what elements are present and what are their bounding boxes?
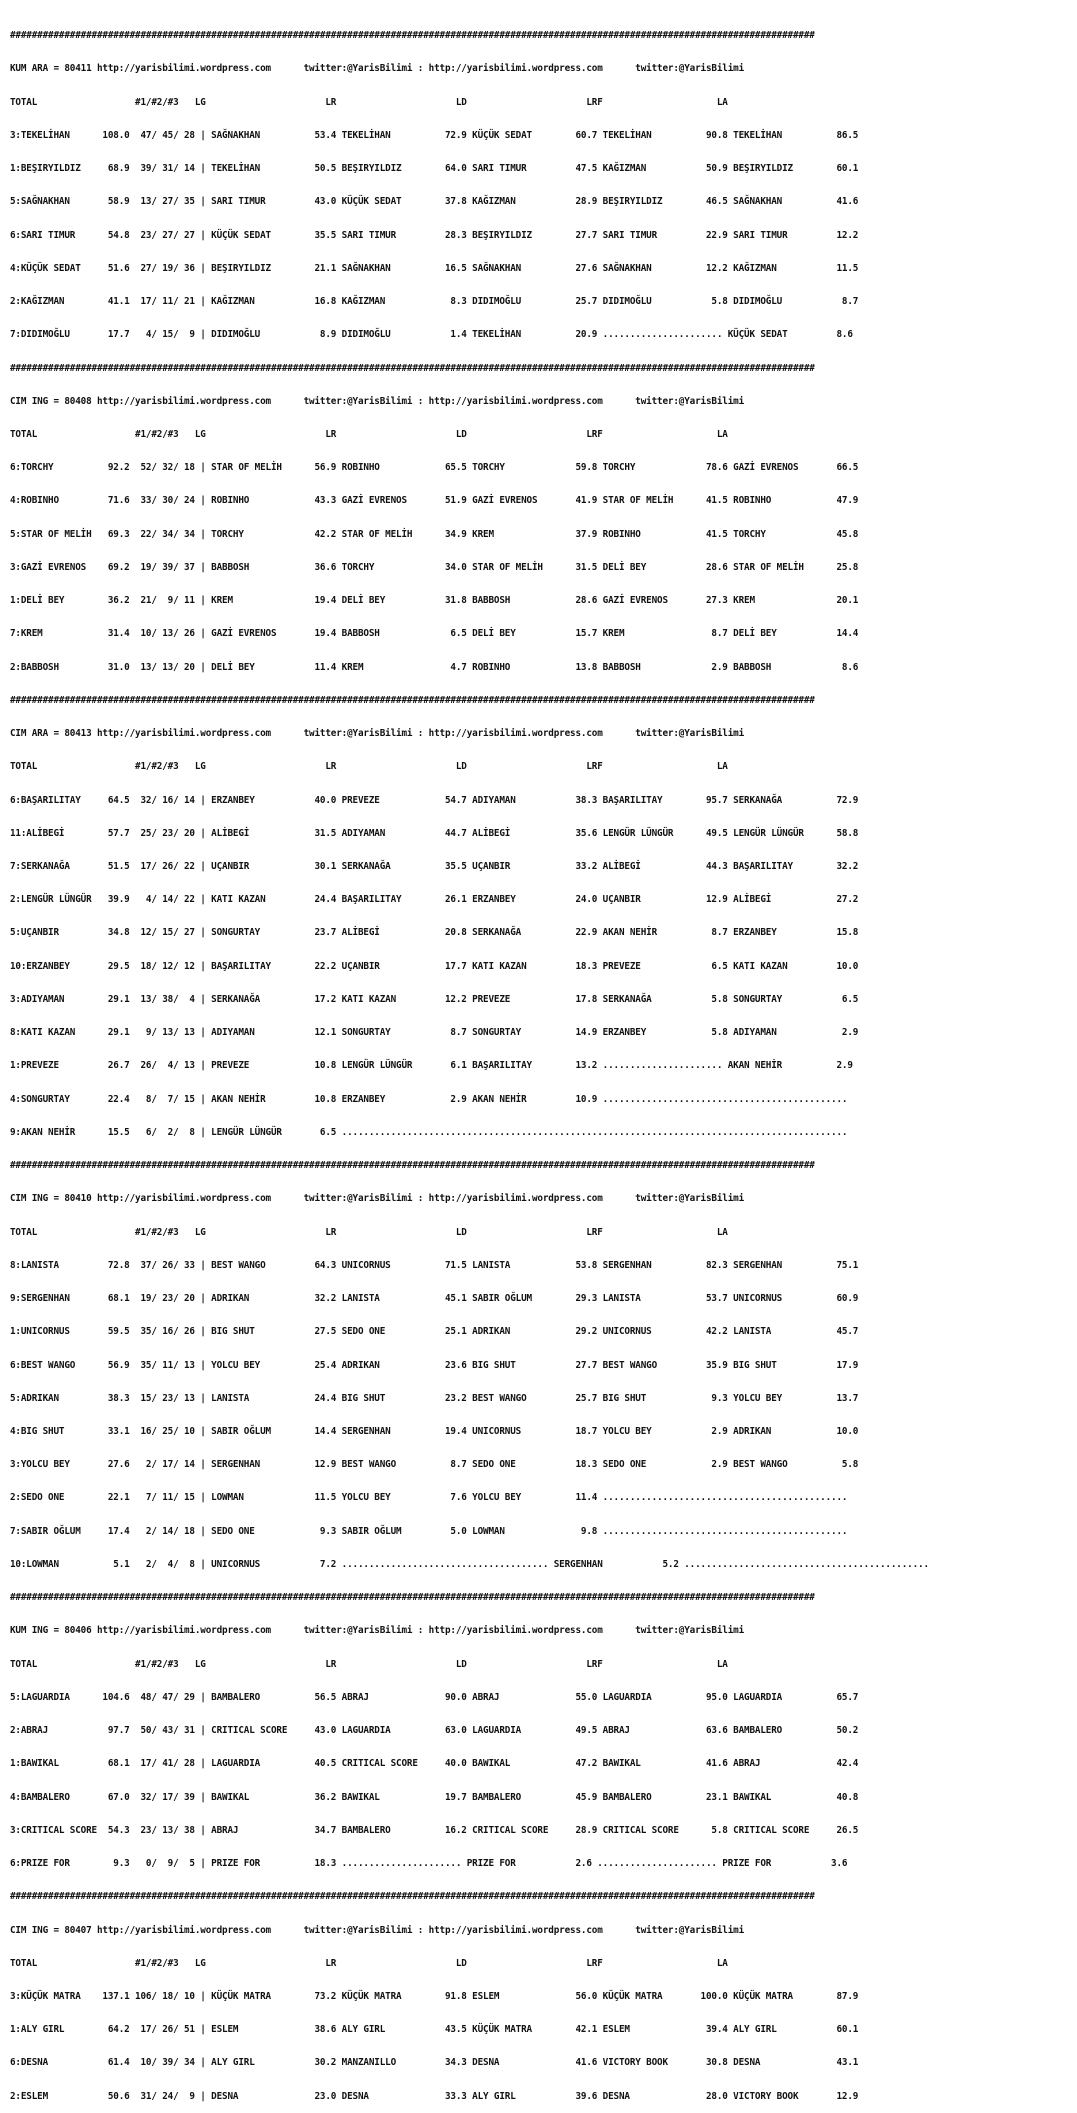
table-row: 2:ESLEM 50.6 31/ 24/ 9 | DESNA 23.0 DESNA 33.3 ALY GIRL 39.6 DESNA 28.0 VICTORY BOOK 12.9 <box>10 2090 859 2102</box>
table-row: 4:BAMBALERO 67.0 32/ 17/ 39 | BAWIKAL 36.2 BAWIKAL 19.7 BAMBALERO 45.9 BAMBALERO 23.1 BAWIKAL 40.8 <box>10 1791 859 1803</box>
table-row: 3:KÜÇÜK MATRA 137.1 106/ 18/ 10 | KÜÇÜK MATRA 73.2 KÜÇÜK MATRA 91.8 ESLEM 56.0 KÜÇÜK MATRA 100.0 KÜÇÜK MATRA 87.9 <box>10 1990 859 2002</box>
race-header: KUM ING = 80406 http://yarisbilimi.wordpress.com twitter:@YarisBilimi : http://yarisbilimi.wordpress.com twitter:@YarisBilimi <box>10 1625 745 1637</box>
table-row: 1:BEŞIRYILDIZ 68.9 39/ 31/ 14 | TEKELİHAN 50.5 BEŞIRYILDIZ 64.0 SARI TIMUR 47.5 KAĞIZMAN 50.9 BEŞIRYILDIZ 60.1 <box>10 163 859 175</box>
table-row: 7:KREM 31.4 10/ 13/ 26 | GAZİ EVRENOS 19.4 BABBOSH 6.5 DELİ BEY 15.7 KREM 8.7 DELİ BEY 14.4 <box>10 628 859 640</box>
table-row: 7:SERKANAĞA 51.5 17/ 26/ 22 | UÇANBIR 30.1 SERKANAĞA 35.5 UÇANBIR 33.2 ALİBEGİ 44.3 BAŞARILITAY 32.2 <box>10 861 859 873</box>
separator-line: #################################################################################################################################################### <box>10 1592 815 1604</box>
race-header: KUM ARA = 80411 http://yarisbilimi.wordpress.com twitter:@YarisBilimi : http://yarisbilimi.wordpress.com twitter:@YarisBilimi <box>10 63 745 75</box>
race-header: CIM ING = 80410 http://yarisbilimi.wordpress.com twitter:@YarisBilimi : http://yarisbilimi.wordpress.com twitter:@YarisBilimi <box>10 1193 745 1205</box>
separator-line: #################################################################################################################################################### <box>10 362 815 374</box>
table-row: 3:TEKELİHAN 108.0 47/ 45/ 28 | SAĞNAKHAN 53.4 TEKELİHAN 72.9 KÜÇÜK SEDAT 60.7 TEKELİHAN 90.8 TEKELİHAN 86.5 <box>10 129 859 141</box>
table-row: 3:ADIYAMAN 29.1 13/ 38/ 4 | SERKANAĞA 17.2 KATI KAZAN 12.2 PREVEZE 17.8 SERKANAĞA 5.8 SONGURTAY 6.5 <box>10 993 859 1005</box>
table-row: 5:UÇANBIR 34.8 12/ 15/ 27 | SONGURTAY 23.7 ALİBEGİ 20.8 SERKANAĞA 22.9 AKAN NEHİR 8.7 ERZANBEY 15.8 <box>10 927 859 939</box>
column-header: TOTAL #1/#2/#3 LG LR LD LRF LA <box>10 1658 728 1670</box>
table-row: 1:DELİ BEY 36.2 21/ 9/ 11 | KREM 19.4 DELİ BEY 31.8 BABBOSH 28.6 GAZİ EVRENOS 27.3 KREM 20.1 <box>10 595 859 607</box>
table-row: 3:YOLCU BEY 27.6 2/ 17/ 14 | SERGENHAN 12.9 BEST WANGO 8.7 SEDO ONE 18.3 SEDO ONE 2.9 BEST WANGO 5.8 <box>10 1459 859 1471</box>
table-row: 5:STAR OF MELİH 69.3 22/ 34/ 34 | TORCHY 42.2 STAR OF MELİH 34.9 KREM 37.9 ROBINHO 41.5 TORCHY 45.8 <box>10 528 859 540</box>
table-row: 6:DESNA 61.4 10/ 39/ 34 | ALY GIRL 30.2 MANZANILLO 34.3 DESNA 41.6 VICTORY BOOK 30.8 DESNA 43.1 <box>10 2057 859 2069</box>
table-row: 8:LANISTA 72.8 37/ 26/ 33 | BEST WANGO 64.3 UNICORNUS 71.5 LANISTA 53.8 SERGENHAN 82.3 SERGENHAN 75.1 <box>10 1259 859 1271</box>
table-row: 2:BABBOSH 31.0 13/ 13/ 20 | DELİ BEY 11.4 KREM 4.7 ROBINHO 13.8 BABBOSH 2.9 BABBOSH 8.6 <box>10 661 859 673</box>
table-row: 6:BAŞARILITAY 64.5 32/ 16/ 14 | ERZANBEY 40.0 PREVEZE 54.7 ADIYAMAN 38.3 BAŞARILITAY 95.7 SERKANAĞA 72.9 <box>10 794 859 806</box>
table-row: 2:ABRAJ 97.7 50/ 43/ 31 | CRITICAL SCORE 43.0 LAGUARDIA 63.0 LAGUARDIA 49.5 ABRAJ 63.6 BAMBALERO 50.2 <box>10 1725 859 1737</box>
table-row: 1:BAWIKAL 68.1 17/ 41/ 28 | LAGUARDIA 40.5 CRITICAL SCORE 40.0 BAWIKAL 47.2 BAWIKAL 41.6 ABRAJ 42.4 <box>10 1758 859 1770</box>
race-header: CIM ING = 80407 http://yarisbilimi.wordpress.com twitter:@YarisBilimi : http://yarisbilimi.wordpress.com twitter:@YarisBilimi <box>10 1924 745 1936</box>
column-header: TOTAL #1/#2/#3 LG LR LD LRF LA <box>10 761 728 773</box>
separator-line: #################################################################################################################################################### <box>10 1891 815 1903</box>
table-row: 5:LAGUARDIA 104.6 48/ 47/ 29 | BAMBALERO 56.5 ABRAJ 90.0 ABRAJ 55.0 LAGUARDIA 95.0 LAGUARDIA 65.7 <box>10 1691 859 1703</box>
table-row: 6:PRIZE FOR 9.3 0/ 9/ 5 | PRIZE FOR 18.3 ...................... PRIZE FOR 2.6 ...................... PRIZE FOR 3.6 <box>10 1858 848 1870</box>
table-row: 4:SONGURTAY 22.4 8/ 7/ 15 | AKAN NEHİR 10.8 ERZANBEY 2.9 AKAN NEHİR 10.9 ............................................. <box>10 1093 848 1105</box>
separator-line: #################################################################################################################################################### <box>10 1160 815 1172</box>
table-row: 6:TORCHY 92.2 52/ 32/ 18 | STAR OF MELİH 56.9 ROBINHO 65.5 TORCHY 59.8 TORCHY 78.6 GAZİ EVRENOS 66.5 <box>10 462 859 474</box>
table-row: 7:DIDIMOĞLU 17.7 4/ 15/ 9 | DIDIMOĞLU 8.9 DIDIMOĞLU 1.4 TEKELİHAN 20.9 ...................... KÜÇÜK SEDAT 8.6 <box>10 329 853 341</box>
table-row: 7:SABIR OĞLUM 17.4 2/ 14/ 18 | SEDO ONE 9.3 SABIR OĞLUM 5.0 LOWMAN 9.8 ............................................. <box>10 1525 848 1537</box>
race-header: CIM ING = 80408 http://yarisbilimi.wordpress.com twitter:@YarisBilimi : http://yarisbilimi.wordpress.com twitter:@YarisBilimi <box>10 395 745 407</box>
table-row: 9:AKAN NEHİR 15.5 6/ 2/ 8 | LENGÜR LÜNGÜR 6.5 ............................................................................................. <box>10 1126 848 1138</box>
table-row: 5:ADRIKAN 38.3 15/ 23/ 13 | LANISTA 24.4 BIG SHUT 23.2 BEST WANGO 25.7 BIG SHUT 9.3 YOLCU BEY 13.7 <box>10 1392 859 1404</box>
table-row: 4:ROBINHO 71.6 33/ 30/ 24 | ROBINHO 43.3 GAZİ EVRENOS 51.9 GAZİ EVRENOS 41.9 STAR OF MELİH 41.5 ROBINHO 47.9 <box>10 495 859 507</box>
table-row: 6:BEST WANGO 56.9 35/ 11/ 13 | YOLCU BEY 25.4 ADRIKAN 23.6 BIG SHUT 27.7 BEST WANGO 35.9 BIG SHUT 17.9 <box>10 1359 859 1371</box>
table-row: 2:SEDO ONE 22.1 7/ 11/ 15 | LOWMAN 11.5 YOLCU BEY 7.6 YOLCU BEY 11.4 ............................................. <box>10 1492 848 1504</box>
table-row: 2:LENGÜR LÜNGÜR 39.9 4/ 14/ 22 | KATI KAZAN 24.4 BAŞARILITAY 26.1 ERZANBEY 24.0 UÇANBIR 12.9 ALİBEGİ 27.2 <box>10 894 859 906</box>
table-row: 9:SERGENHAN 68.1 19/ 23/ 20 | ADRIKAN 32.2 LANISTA 45.1 SABIR OĞLUM 29.3 LANISTA 53.7 UNICORNUS 60.9 <box>10 1293 859 1305</box>
column-header: TOTAL #1/#2/#3 LG LR LD LRF LA <box>10 96 728 108</box>
table-row: 1:ALY GIRL 64.2 17/ 26/ 51 | ESLEM 38.6 ALY GIRL 43.5 KÜÇÜK MATRA 42.1 ESLEM 39.4 ALY GIRL 60.1 <box>10 2024 859 2036</box>
column-header: TOTAL #1/#2/#3 LG LR LD LRF LA <box>10 428 728 440</box>
table-row: 10:LOWMAN 5.1 2/ 4/ 8 | UNICORNUS 7.2 ...................................... SERGENHAN 5.2 ............................................. <box>10 1558 929 1570</box>
table-row: 8:KATI KAZAN 29.1 9/ 13/ 13 | ADIYAMAN 12.1 SONGURTAY 8.7 SONGURTAY 14.9 ERZANBEY 5.8 ADIYAMAN 2.9 <box>10 1027 859 1039</box>
race-header: CIM ARA = 80413 http://yarisbilimi.wordpress.com twitter:@YarisBilimi : http://yarisbilimi.wordpress.com twitter:@YarisBilimi <box>10 728 745 740</box>
table-row: 5:SAĞNAKHAN 58.9 13/ 27/ 35 | SARI TIMUR 43.0 KÜÇÜK SEDAT 37.8 KAĞIZMAN 28.9 BEŞIRYILDIZ 46.5 SAĞNAKHAN 41.6 <box>10 196 859 208</box>
table-row: 4:KÜÇÜK SEDAT 51.6 27/ 19/ 36 | BEŞIRYILDIZ 21.1 SAĞNAKHAN 16.5 SAĞNAKHAN 27.6 SAĞNAKHAN 12.2 KAĞIZMAN 11.5 <box>10 262 859 274</box>
table-row: 10:ERZANBEY 29.5 18/ 12/ 12 | BAŞARILITAY 22.2 UÇANBIR 17.7 KATI KAZAN 18.3 PREVEZE 6.5 KATI KAZAN 10.0 <box>10 960 859 972</box>
table-row: 11:ALİBEGİ 57.7 25/ 23/ 20 | ALİBEGİ 31.5 ADIYAMAN 44.7 ALİBEGİ 35.6 LENGÜR LÜNGÜR 49.5 LENGÜR LÜNGÜR 58.8 <box>10 827 859 839</box>
race-stats-report <box>10 8 929 2113</box>
table-row: 3:GAZİ EVRENOS 69.2 19/ 39/ 37 | BABBOSH 36.6 TORCHY 34.0 STAR OF MELİH 31.5 DELİ BEY 28.6 STAR OF MELİH 25.8 <box>10 561 859 573</box>
table-row: 2:KAĞIZMAN 41.1 17/ 11/ 21 | KAĞIZMAN 16.8 KAĞIZMAN 8.3 DIDIMOĞLU 25.7 DIDIMOĞLU 5.8 DIDIMOĞLU 8.7 <box>10 296 859 308</box>
table-row: 4:BIG SHUT 33.1 16/ 25/ 10 | SABIR OĞLUM 14.4 SERGENHAN 19.4 UNICORNUS 18.7 YOLCU BEY 2.9 ADRIKAN 10.0 <box>10 1426 859 1437</box>
column-header: TOTAL #1/#2/#3 LG LR LD LRF LA <box>10 1957 728 1969</box>
separator-line: #################################################################################################################################################### <box>10 694 815 706</box>
table-row: 6:SARI TIMUR 54.8 23/ 27/ 27 | KÜÇÜK SEDAT 35.5 SARI TIMUR 28.3 BEŞIRYILDIZ 27.7 SARI TIMUR 22.9 SARI TIMUR 12.2 <box>10 229 859 241</box>
separator-line: #################################################################################################################################################### <box>10 30 815 42</box>
column-header: TOTAL #1/#2/#3 LG LR LD LRF LA <box>10 1226 728 1238</box>
table-row: 1:PREVEZE 26.7 26/ 4/ 13 | PREVEZE 10.8 LENGÜR LÜNGÜR 6.1 BAŞARILITAY 13.2 ...................... AKAN NEHİR 2.9 <box>10 1060 853 1072</box>
table-row: 1:UNICORNUS 59.5 35/ 16/ 26 | BIG SHUT 27.5 SEDO ONE 25.1 ADRIKAN 29.2 UNICORNUS 42.2 LANISTA 45.7 <box>10 1326 859 1338</box>
table-row: 3:CRITICAL SCORE 54.3 23/ 13/ 38 | ABRAJ 34.7 BAMBALERO 16.2 CRITICAL SCORE 28.9 CRITICAL SCORE 5.8 CRITICAL SCORE 26.5 <box>10 1824 859 1836</box>
